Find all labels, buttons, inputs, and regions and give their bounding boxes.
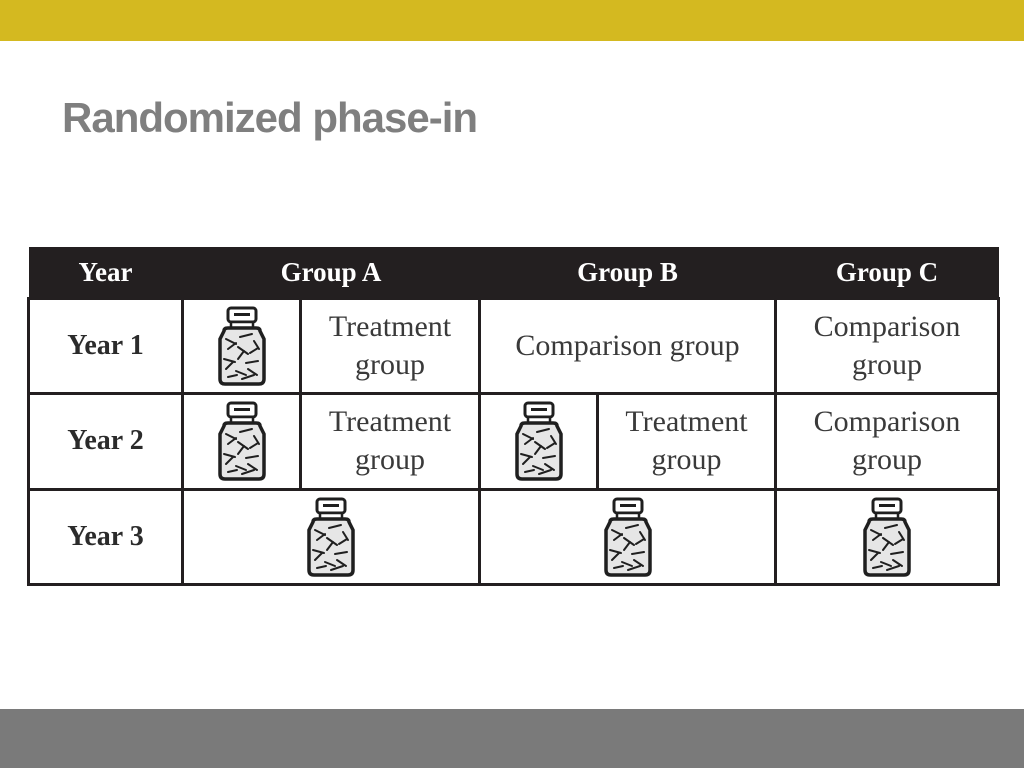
year-1-group-b-cell: Comparison group bbox=[480, 299, 776, 394]
phase-in-table bbox=[27, 247, 1000, 586]
year-3-group-c-cell bbox=[776, 489, 999, 584]
header-group-c: Group C bbox=[776, 247, 999, 299]
pill-bottle-icon bbox=[777, 491, 997, 583]
table-row-year-2 bbox=[29, 394, 999, 489]
year-3-group-a-cell bbox=[183, 489, 480, 584]
header-year: Year bbox=[29, 247, 183, 299]
pill-bottle-icon bbox=[184, 491, 478, 583]
year-2-group-b-cell bbox=[480, 394, 776, 489]
slide-title: Randomized phase-in bbox=[62, 94, 478, 141]
top-accent-bar bbox=[0, 0, 1024, 41]
year-2-group-b-text: Treatment group bbox=[625, 405, 748, 477]
year-2-group-c-cell: Comparison group bbox=[776, 394, 999, 489]
year-2-group-a-text: Treatment group bbox=[328, 405, 452, 477]
year-1-group-a-text: Treatment group bbox=[328, 310, 452, 382]
table-row-year-3 bbox=[29, 489, 999, 584]
year-3-group-b-cell bbox=[480, 489, 776, 584]
header-group-a: Group A bbox=[183, 247, 480, 299]
year-3-label: Year 3 bbox=[29, 489, 183, 584]
year-2-group-a-cell bbox=[183, 394, 480, 489]
header-group-b: Group B bbox=[480, 247, 776, 299]
table-row-year-1 bbox=[29, 299, 999, 394]
year-1-group-a-cell bbox=[183, 299, 480, 394]
pill-bottle-icon bbox=[184, 300, 302, 392]
pill-bottle-icon bbox=[184, 395, 302, 487]
pill-bottle-icon bbox=[481, 395, 599, 487]
year-1-group-c-cell: Comparison group bbox=[776, 299, 999, 394]
bottom-footer-bar bbox=[0, 709, 1024, 768]
year-2-label: Year 2 bbox=[29, 394, 183, 489]
table-header-row bbox=[29, 247, 999, 299]
pill-bottle-icon bbox=[481, 491, 774, 583]
year-1-label: Year 1 bbox=[29, 299, 183, 394]
